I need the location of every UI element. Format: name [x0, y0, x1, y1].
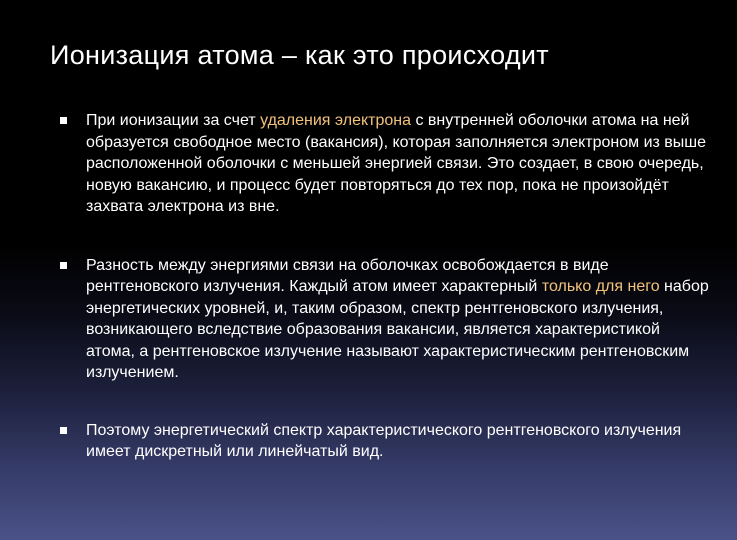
square-bullet-icon — [60, 262, 67, 269]
bullet-3-text: Поэтому энергетический спектр характеристического рентгеновского излучения имеет дискретный или линейчатый вид. — [86, 421, 682, 460]
bullet-2-highlight: только для него — [541, 278, 660, 295]
bullet-list — [60, 110, 710, 463]
bullet-2-text-after: набор энергетических уровней, и, таким образом, спектр рентгеновского излучения, возникающего вследствие образования вакансии, является характеристикой атома, а рентгеновское излучение называют характеристическим рентгеновским излучением. — [86, 278, 709, 381]
slide-title: Ионизация атома – как это происходит — [50, 40, 549, 70]
square-bullet-icon — [60, 117, 67, 124]
bullet-1-text-before: При ионизации за счет — [86, 112, 261, 129]
bullet-item-1 — [60, 110, 710, 218]
bullet-2-text-before: Разность между энергиями связи на оболочках освобождается в виде рентгеновского излучения. Каждый атом имеет характерный — [86, 256, 609, 295]
bullet-item-2 — [60, 255, 710, 384]
square-bullet-icon — [60, 427, 67, 434]
bullet-1-highlight: удаления электрона — [260, 112, 411, 129]
bullet-item-3 — [60, 420, 710, 463]
bullet-1-text-after: с внутренней оболочки атома на ней образуется свободное место (вакансия), которая заполняется электроном из выше расположенной оболочки с меньшей энергией связи. Это создает, в свою очередь, новую вакансию, и процесс будет повторяться до тех пор, пока не произойдёт захвата электрона из вне. — [86, 112, 707, 215]
